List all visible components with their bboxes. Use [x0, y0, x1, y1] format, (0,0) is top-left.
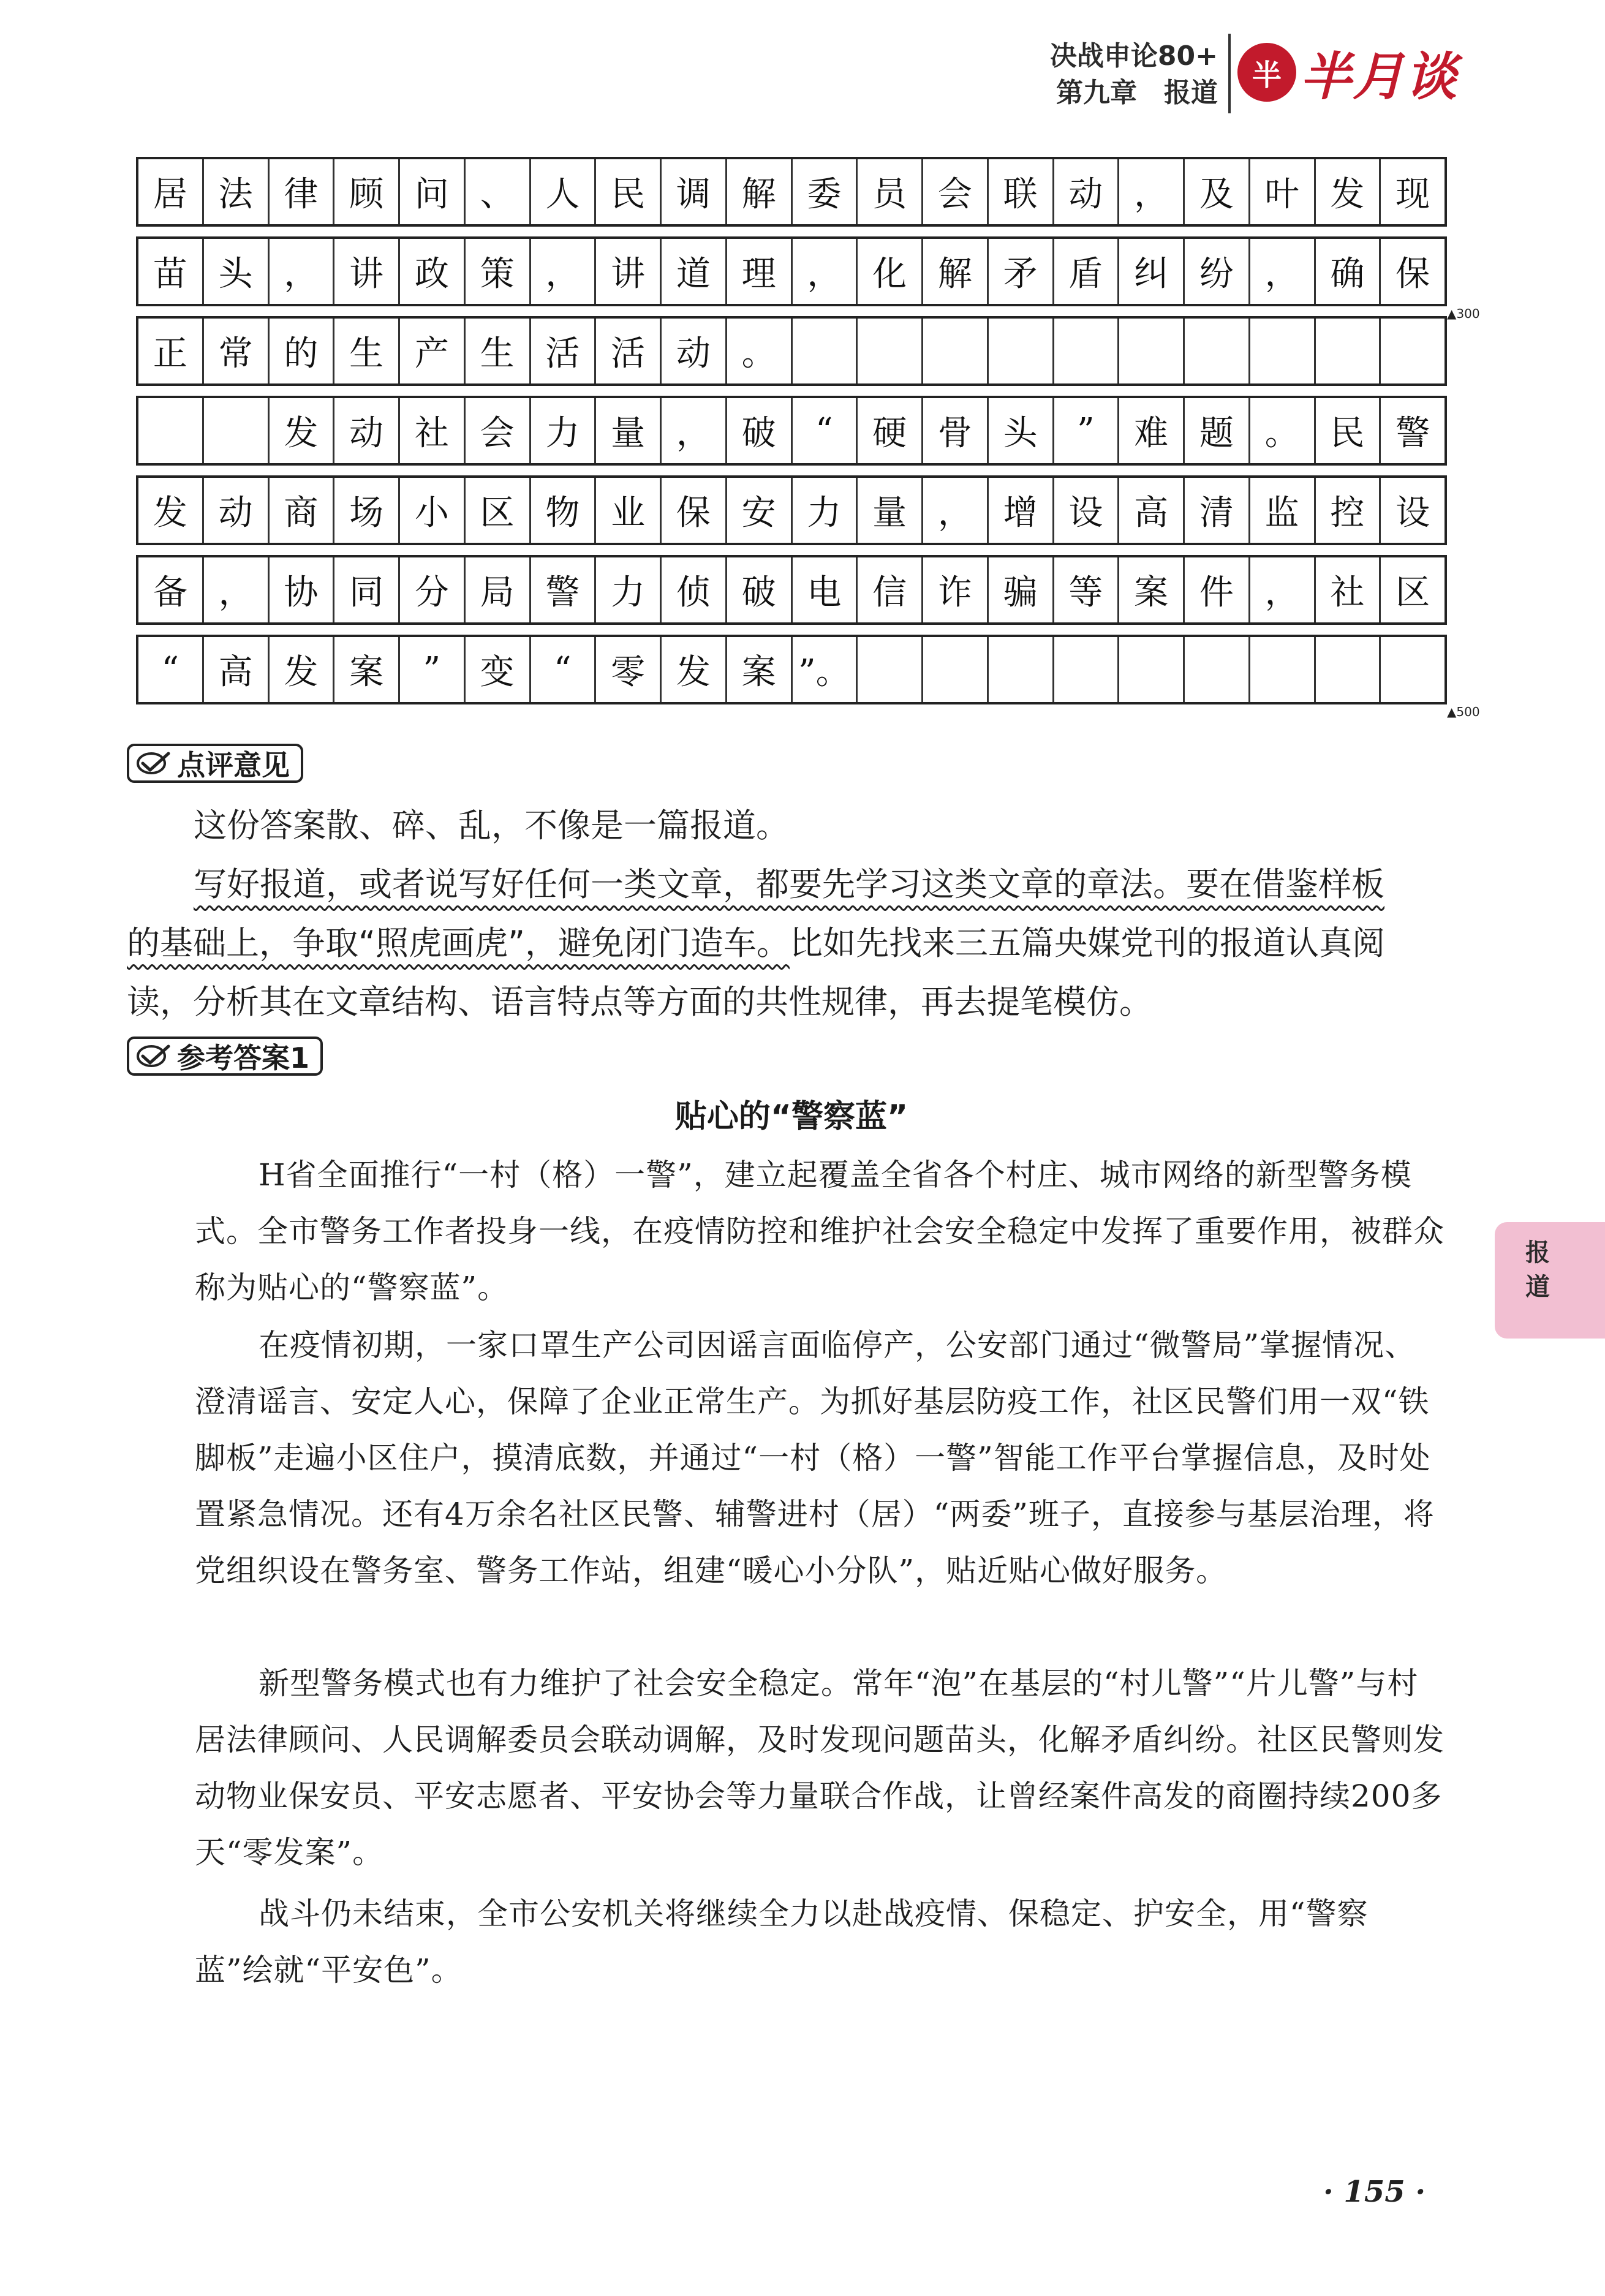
grid-cell: 发	[1316, 159, 1381, 224]
grid-cell: 难	[1119, 398, 1185, 463]
grid-cell	[1119, 319, 1185, 383]
grid-cell: 解	[923, 239, 989, 304]
grid-cell: 产	[400, 319, 466, 383]
grid-cell	[138, 398, 204, 463]
grid-cell: 场	[334, 478, 400, 543]
grid-cell: ”。	[793, 637, 858, 702]
grid-cell: 骗	[989, 557, 1054, 622]
grid-cell: 备	[138, 557, 204, 622]
grid-cell: 控	[1316, 478, 1381, 543]
grid-cell: 头	[204, 239, 270, 304]
essay-paragraph-3: 新型警务模式也有力维护了社会安全稳定。常年“泡”在基层的“村儿警”“片儿警”与村居法律顾问、人民调解委员会联动调解，及时发现问题苗头，化解矛盾纠纷。社区民警则发动物业保安员、平安志愿者、平安协会等力量联合作战，让曾经案件高发的商圈持续200多天“零发案”。	[195, 1666, 1444, 1870]
grid-cell: 策	[466, 239, 531, 304]
checkmark-icon	[137, 1044, 171, 1068]
grid-cell: 联	[989, 159, 1054, 224]
grid-cell: 骨	[923, 398, 989, 463]
grid-cell: 局	[466, 557, 531, 622]
grid-cell	[923, 637, 989, 702]
grid-cell: 发	[138, 478, 204, 543]
grid-cell: 理	[727, 239, 793, 304]
grid-cell	[1316, 319, 1381, 383]
grid-cell: 力	[596, 557, 662, 622]
grid-cell: 协	[270, 557, 335, 622]
grid-row	[136, 316, 1447, 386]
book-title: 决战申论80+	[1049, 40, 1218, 72]
grid-cell: ，	[270, 239, 335, 304]
grid-cell: 高	[1119, 478, 1185, 543]
header-divider	[1228, 34, 1231, 113]
grid-row	[136, 157, 1447, 227]
grid-cell: 正	[138, 319, 204, 383]
grid-cell	[858, 637, 923, 702]
review-paragraph-2-cont	[127, 914, 1450, 973]
checkmark-icon	[137, 751, 171, 776]
grid-cell: 发	[662, 637, 727, 702]
logo-wordmark: 半月谈	[1300, 46, 1459, 107]
grid-cell: 分	[400, 557, 466, 622]
review-badge	[127, 744, 303, 783]
review-paragraph-2-end: 读，分析其在文章结构、语言特点等方面的共性规律，再去提笔模仿。	[127, 983, 1152, 1021]
essay-paragraph-2: 在疫情初期，一家口罩生产公司因谣言面临停产，公安部门通过“微警局”掌握情况、澄清谣言、安定人心，保障了企业正常生产。为抓好基层防疫工作，社区民警们用一双“铁脚板”走遍小区住户，摸清底数，并通过“一村（格）一警”智能工作平台掌握信息，及时处置紧急情况。还有4万余名社区民警、辅警进村（居）“两委”班子，直接参与基层治理，将党组织设在警务室、警务工作站，组建“暖心小分队”，贴近贴心做好服务。	[195, 1327, 1435, 1588]
grid-cell: ，	[1119, 159, 1185, 224]
grid-cell: 讲	[596, 239, 662, 304]
grid-cell: ，	[662, 398, 727, 463]
grid-cell: 同	[334, 557, 400, 622]
grid-cell: ，	[1250, 557, 1316, 622]
page-number: · 155 ·	[1323, 2175, 1426, 2209]
grid-cell: ，	[1250, 239, 1316, 304]
grid-cell: 律	[270, 159, 335, 224]
grid-cell	[858, 319, 923, 383]
answer-badge	[127, 1037, 323, 1076]
grid-cell: 信	[858, 557, 923, 622]
grid-cell: 居	[138, 159, 204, 224]
grid-cell: 小	[400, 478, 466, 543]
grid-cell: 动	[662, 319, 727, 383]
grid-cell: 案	[1119, 557, 1185, 622]
grid-cell: 商	[270, 478, 335, 543]
grid-cell: 盾	[1054, 239, 1120, 304]
grid-cell: 量	[596, 398, 662, 463]
grid-cell: ，	[204, 557, 270, 622]
grid-cell: 法	[204, 159, 270, 224]
essay-paragraph-1: H省全面推行“一村（格）一警”，建立起覆盖全省各个村庄、城市网络的新型警务模式。全市警务工作者投身一线，在疫情防控和维护社会安全稳定中发挥了重要作用，被群众称为贴心的“警察蓝”。	[195, 1157, 1444, 1305]
grid-cell: 常	[204, 319, 270, 383]
grid-cell: “	[138, 637, 204, 702]
grid-cell: 人	[531, 159, 597, 224]
grid-cell: 动	[1054, 159, 1120, 224]
grid-cell: 硬	[858, 398, 923, 463]
word-count-marker-300: ▲300	[1447, 306, 1480, 321]
grid-cell	[989, 637, 1054, 702]
grid-cell: 案	[727, 637, 793, 702]
grid-cell: 业	[596, 478, 662, 543]
grid-row	[136, 236, 1447, 306]
grid-cell: 破	[727, 398, 793, 463]
grid-cell: 问	[400, 159, 466, 224]
side-tab-label: 报道	[1525, 1239, 1550, 1301]
grid-cell	[989, 319, 1054, 383]
essay-paragraph-4: 战斗仍未结束，全市公安机关将继续全力以赴战疫情、保稳定、护安全，用“警察蓝”绘就“平安色”。	[195, 1896, 1369, 1988]
grid-row	[136, 396, 1447, 466]
grid-cell: 顾	[334, 159, 400, 224]
grid-cell: 件	[1185, 557, 1250, 622]
publisher-logo	[1237, 42, 1459, 107]
chapter-side-tab	[1495, 1222, 1605, 1339]
grid-cell: 力	[793, 478, 858, 543]
grid-cell	[1381, 319, 1444, 383]
grid-cell: 叶	[1250, 159, 1316, 224]
grid-cell: 保	[1395, 254, 1430, 294]
grid-cell: 的	[270, 319, 335, 383]
grid-cell	[1250, 319, 1316, 383]
grid-cell: 警	[1395, 414, 1430, 453]
grid-cell: 动	[204, 478, 270, 543]
grid-cell: 生	[334, 319, 400, 383]
grid-cell: 物	[531, 478, 597, 543]
grid-cell: 等	[1054, 557, 1120, 622]
grid-cell: 。	[727, 319, 793, 383]
grid-cell: 诈	[923, 557, 989, 622]
word-count-marker-500: ▲500	[1447, 704, 1480, 719]
grid-cell: 社	[400, 398, 466, 463]
grid-cell: 变	[466, 637, 531, 702]
grid-cell: 委	[793, 159, 858, 224]
grid-cell: 民	[596, 159, 662, 224]
grid-cell: 会	[923, 159, 989, 224]
review-paragraph-1: 这份答案散、碎、乱，不像是一篇报道。	[194, 806, 789, 845]
review-emphasis-1: 写好报道，或者说写好任何一类文章，都要先学习这类文章的章法。要在借鉴样板	[194, 865, 1384, 904]
grid-cell: 破	[727, 557, 793, 622]
grid-cell: 苗	[138, 239, 204, 304]
grid-cell	[204, 398, 270, 463]
grid-cell: 解	[727, 159, 793, 224]
grid-cell: 民	[1316, 398, 1381, 463]
grid-cell: 保	[662, 478, 727, 543]
grid-cell: 讲	[334, 239, 400, 304]
grid-cell: 纠	[1119, 239, 1185, 304]
grid-cell: 动	[334, 398, 400, 463]
grid-cell	[1185, 637, 1250, 702]
review-paragraph-2	[160, 855, 1447, 914]
grid-cell: ，	[793, 239, 858, 304]
grid-cell: 会	[466, 398, 531, 463]
grid-cell: 设	[1395, 493, 1430, 533]
grid-cell: ，	[923, 478, 989, 543]
logo-emblem-icon: 半	[1237, 43, 1296, 102]
grid-cell	[1381, 637, 1444, 702]
grid-cell: 发	[270, 637, 335, 702]
grid-cell	[1250, 637, 1316, 702]
grid-cell: 矛	[989, 239, 1054, 304]
chapter-title: 第九章 报道	[1056, 77, 1218, 108]
grid-cell: 区	[1395, 573, 1430, 613]
grid-cell: 发	[270, 398, 335, 463]
grid-cell	[923, 319, 989, 383]
grid-cell: 社	[1316, 557, 1381, 622]
grid-cell: 。	[1250, 398, 1316, 463]
grid-row	[136, 635, 1447, 704]
grid-cell: 侦	[662, 557, 727, 622]
grid-row	[136, 555, 1447, 625]
grid-cell: 力	[531, 398, 597, 463]
grid-cell: 警	[531, 557, 597, 622]
grid-cell: 清	[1185, 478, 1250, 543]
grid-cell: 监	[1250, 478, 1316, 543]
grid-cell	[1185, 319, 1250, 383]
grid-cell: 调	[662, 159, 727, 224]
review-emphasis-2: 的基础上，争取“照虎画虎”，避免闭门造车。	[127, 924, 790, 962]
grid-cell: 活	[596, 319, 662, 383]
grid-cell	[1119, 637, 1185, 702]
grid-cell: 增	[989, 478, 1054, 543]
grid-cell: 题	[1185, 398, 1250, 463]
grid-cell: 案	[334, 637, 400, 702]
grid-cell: 设	[1054, 478, 1120, 543]
grid-cell: 安	[727, 478, 793, 543]
grid-cell	[1054, 637, 1120, 702]
grid-cell: 化	[858, 239, 923, 304]
review-label: 点评意见	[177, 749, 290, 782]
grid-cell	[1316, 637, 1381, 702]
essay-title: 贴心的“警察蓝”	[674, 1098, 908, 1135]
grid-row	[136, 475, 1447, 545]
grid-cell: 量	[858, 478, 923, 543]
grid-cell: 及	[1185, 159, 1250, 224]
grid-cell	[793, 319, 858, 383]
grid-cell: 高	[204, 637, 270, 702]
grid-cell: 员	[858, 159, 923, 224]
grid-cell	[1054, 319, 1120, 383]
grid-cell: 头	[989, 398, 1054, 463]
grid-cell: 区	[466, 478, 531, 543]
grid-cell: 道	[662, 239, 727, 304]
review-rest: 比如先找来三五篇央媒党刊的报道认真阅	[789, 924, 1385, 962]
grid-cell: 活	[531, 319, 597, 383]
grid-cell: ”	[1054, 398, 1120, 463]
grid-cell: 生	[466, 319, 531, 383]
grid-cell: “	[531, 637, 597, 702]
running-header	[1040, 38, 1218, 111]
grid-cell: 确	[1316, 239, 1381, 304]
grid-cell: 政	[400, 239, 466, 304]
answer-label: 参考答案1	[177, 1041, 310, 1074]
grid-cell: 零	[596, 637, 662, 702]
grid-cell: 纷	[1185, 239, 1250, 304]
grid-cell: ，	[531, 239, 597, 304]
grid-cell: 、	[466, 159, 531, 224]
grid-cell: “	[793, 398, 858, 463]
grid-cell: ”	[400, 637, 466, 702]
grid-cell: 现	[1395, 175, 1430, 214]
grid-cell: 电	[793, 557, 858, 622]
